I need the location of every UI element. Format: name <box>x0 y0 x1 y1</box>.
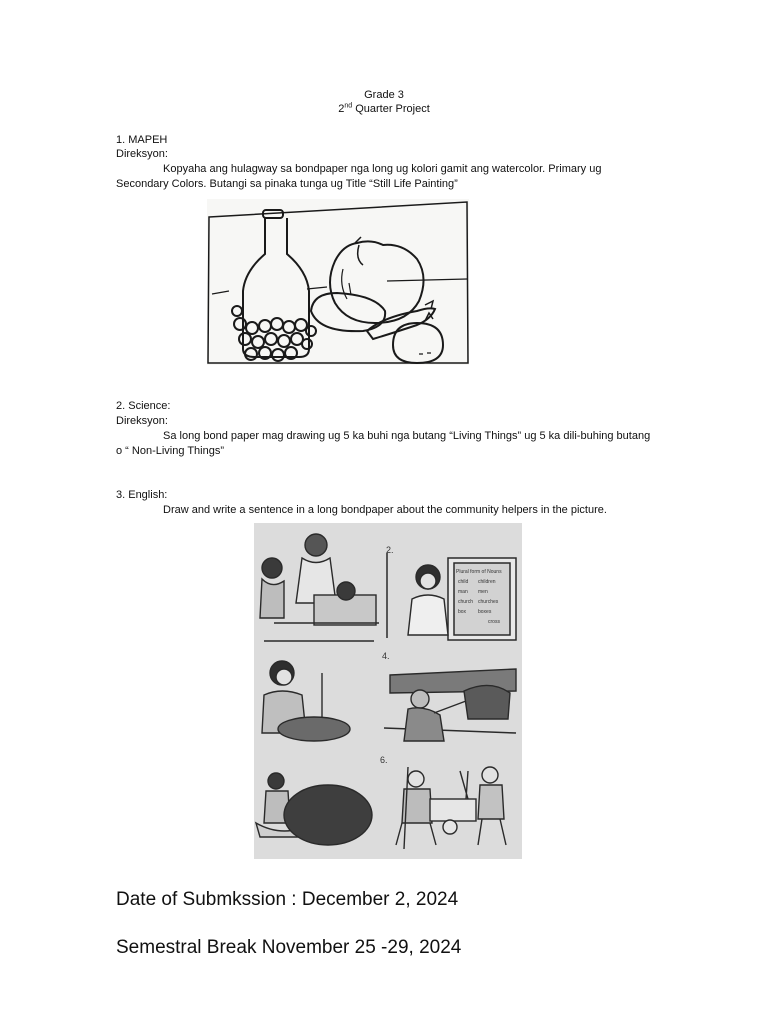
section-science-title: 2. Science: <box>116 400 171 412</box>
board-word-box: box <box>458 609 467 615</box>
board-word-children: children <box>478 579 496 585</box>
section-mapeh-title: 1. MAPEH <box>116 134 168 146</box>
community-helpers-drawing <box>254 523 522 859</box>
section-mapeh-label: Direksyon: <box>116 148 168 160</box>
panel-number-2: 2. <box>386 545 394 555</box>
quarter-title: Quarter Project <box>352 103 430 115</box>
board-word-child: child <box>458 579 469 585</box>
board-word-church: church <box>458 599 474 605</box>
submission-date: Date of Submkssion : December 2, 2024 <box>116 889 459 910</box>
board-word-cross: cross <box>488 619 500 625</box>
panel-number-4: 4. <box>382 651 390 661</box>
section-mapeh-text: Kopyaha ang hulagway sa bondpaper nga long ug kolori gamit ang watercolor. Primary ug Secondary Colors. Butangi sa pinaka tunga ug Title “Still Life Painting” <box>116 163 602 190</box>
section-english-text: Draw and write a sentence in a long bondpaper about the community helpers in the picture. <box>163 504 607 516</box>
board-word-men: men <box>478 589 488 595</box>
board-word-boxes: boxes <box>478 609 492 615</box>
grade-heading: Grade 3 <box>364 89 404 101</box>
board-word-churches: churches <box>478 599 499 605</box>
panel-number-6: 6. <box>380 755 388 765</box>
still-life-image <box>207 199 469 365</box>
section-science-text: Sa long bond paper mag drawing ug 5 ka buhi nga butang “Living Things” ug 5 ka dili-buhing butang o “ Non-Living Things” <box>116 430 651 457</box>
semestral-break: Semestral Break November 25 -29, 2024 <box>116 937 462 958</box>
section-english-title: 3. English: <box>116 489 168 501</box>
still-life-drawing <box>207 199 469 365</box>
quarter-ordinal: nd <box>344 102 353 110</box>
community-helpers-image <box>254 523 522 859</box>
quarter-number: 2 <box>338 103 345 115</box>
project-heading <box>0 102 768 117</box>
board-word-man: man <box>458 589 468 595</box>
section-science-label: Direksyon: <box>116 415 168 427</box>
board-line-title: Plural form of Nouns <box>456 569 502 575</box>
